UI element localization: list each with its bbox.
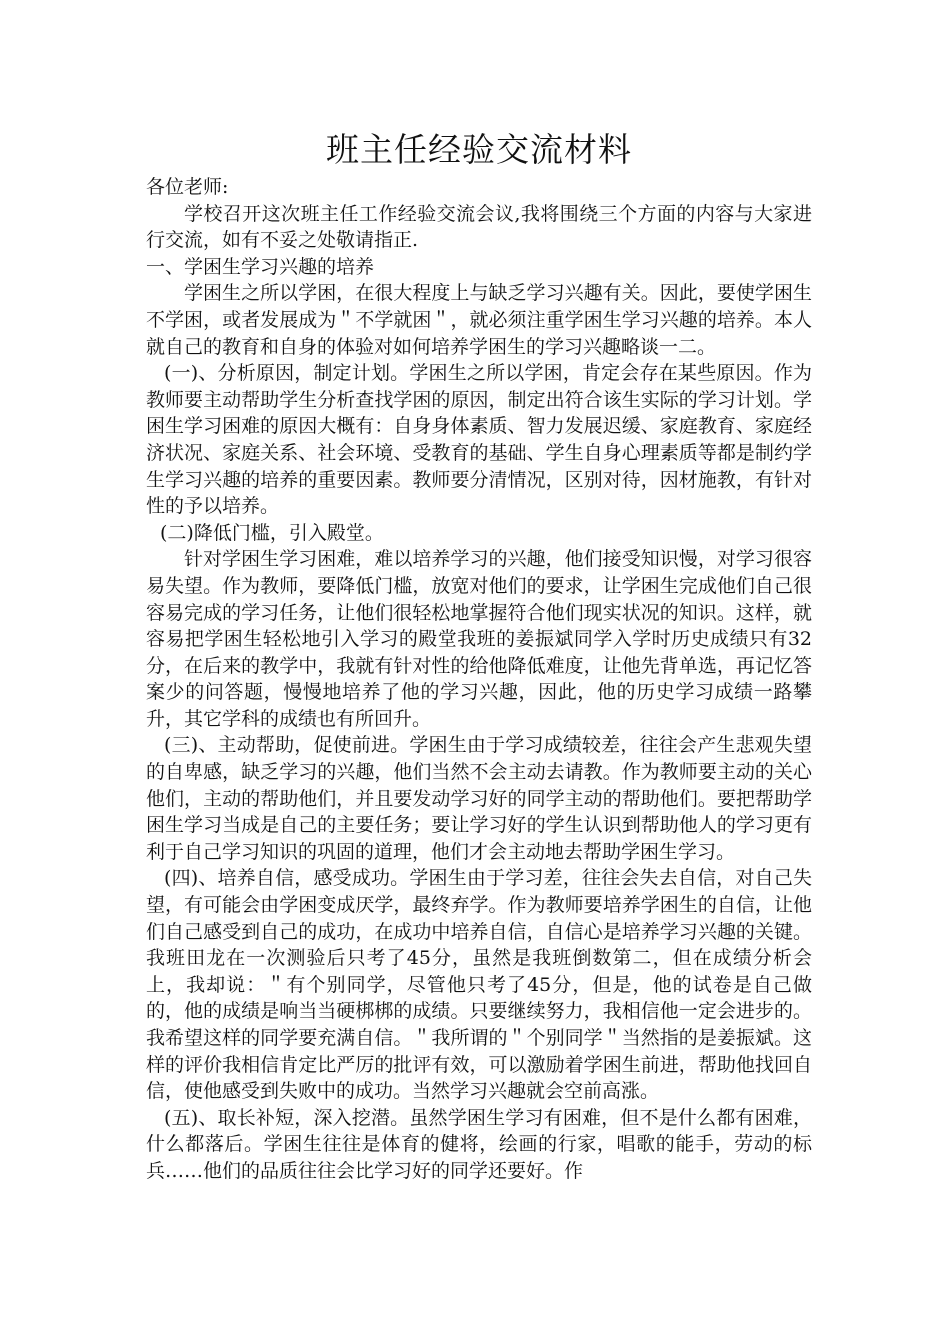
point-two-heading: (二)降低门槛，引入殿堂。 <box>160 521 384 544</box>
section-heading: 一、学困生学习兴趣的培养 <box>146 255 375 278</box>
point-one-paragraph: (一)、分析原因，制定计划。学困生之所以学困，肯定会存在某些原因。作为教师要主动帮助学生分析查找学困的原因，制定出符合该生实际的学习计划。学困生学习困难的原因大概有：自身身体素质、智力发展迟缓、家庭教育、家庭经济状况、家庭关系、社会环境、受教育的基础、学生自身心理素质等都是制约学生学习兴趣的培养的重要因素。教师要分清情况，区别对待，因材施教，有针对性的予以培养。 <box>146 362 812 518</box>
document-page <box>146 128 812 1185</box>
point-two-paragraph: 针对学困生学习困难，难以培养学习的兴趣，他们接受知识慢，对学习很容易失望。作为教师，要降低门槛，放宽对他们的要求，让学困生完成他们自己很容易完成的学习任务，让他们很轻松地掌握符合他们现实状况的知识。这样，就容易把学困生轻松地引入学习的殿堂我班的姜振斌同学入学时历史成绩只有32分，在后来的教学中，我就有针对性的给他降低难度，让他先背单选，再记忆答案少的问答题，慢慢地培养了他的学习兴趣，因此，他的历史学习成绩一路攀升，其它学科的成绩也有所回升。 <box>146 548 812 730</box>
point-four-paragraph: (四)、培养自信，感受成功。学困生由于学习差，往往会失去自信，对自己失望，有可能会由学困变成厌学，最终弃学。作为教师要培养学困生的自信，让他们自己感受到自己的成功，在成功中培养自信，自信心是培养学习兴趣的关键。我班田龙在一次测验后只考了45分，虽然是我班倒数第二，但在成绩分析会上，我却说：＂有个别同学，尽管他只考了45分，但是，他的试卷是自己做的，他的成绩是响当当硬梆梆的成绩。只要继续努力，我相信他一定会进步的。我希望这样的同学要充满自信。＂我所谓的＂个别同学＂当然指的是姜振斌。这样的评价我相信肯定比严厉的批评有效，可以激励着学困生前进，帮助他找回自信，使他感受到失败中的成功。当然学习兴趣就会空前高涨。 <box>146 867 812 1103</box>
document-title: 班主任经验交流材料 <box>326 130 632 169</box>
point-three-paragraph: (三)、主动帮助，促使前进。学困生由于学习成绩较差，往往会产生悲观失望的自卑感，缺乏学习的兴趣，他们当然不会主动去请教。作为教师要主动的关心他们，主动的帮助他们，并且要发动学习好的同学主动的帮助他们。要把帮助学困生学习当成是自己的主要任务；要让学习好的学生认识到帮助他人的学习更有利于自己学习知识的巩固的道理，他们才会主动地去帮助学困生学习。 <box>146 734 812 863</box>
salutation: 各位老师: <box>146 176 229 198</box>
intro-paragraph: 学校召开这次班主任工作经验交流会议,我将围绕三个方面的内容与大家进行交流，如有不妥之处敬请指正. <box>146 202 812 252</box>
section-intro-paragraph: 学困生之所以学困，在很大程度上与缺乏学习兴趣有关。因此，要使学困生不学困，或者发展成为＂不学就困＂，就必须注重学困生学习兴趣的培养。本人就自己的教育和自身的体验对如何培养学困生的学习兴趣略谈一二。 <box>146 282 812 358</box>
point-five-paragraph: (五)、取长补短，深入挖潜。虽然学困生学习有困难，但不是什么都有困难，什么都落后。学困生往往是体育的健将，绘画的行家，唱歌的能手，劳动的标兵……他们的品质往往会比学习好的同学还要好。作 <box>146 1106 812 1182</box>
